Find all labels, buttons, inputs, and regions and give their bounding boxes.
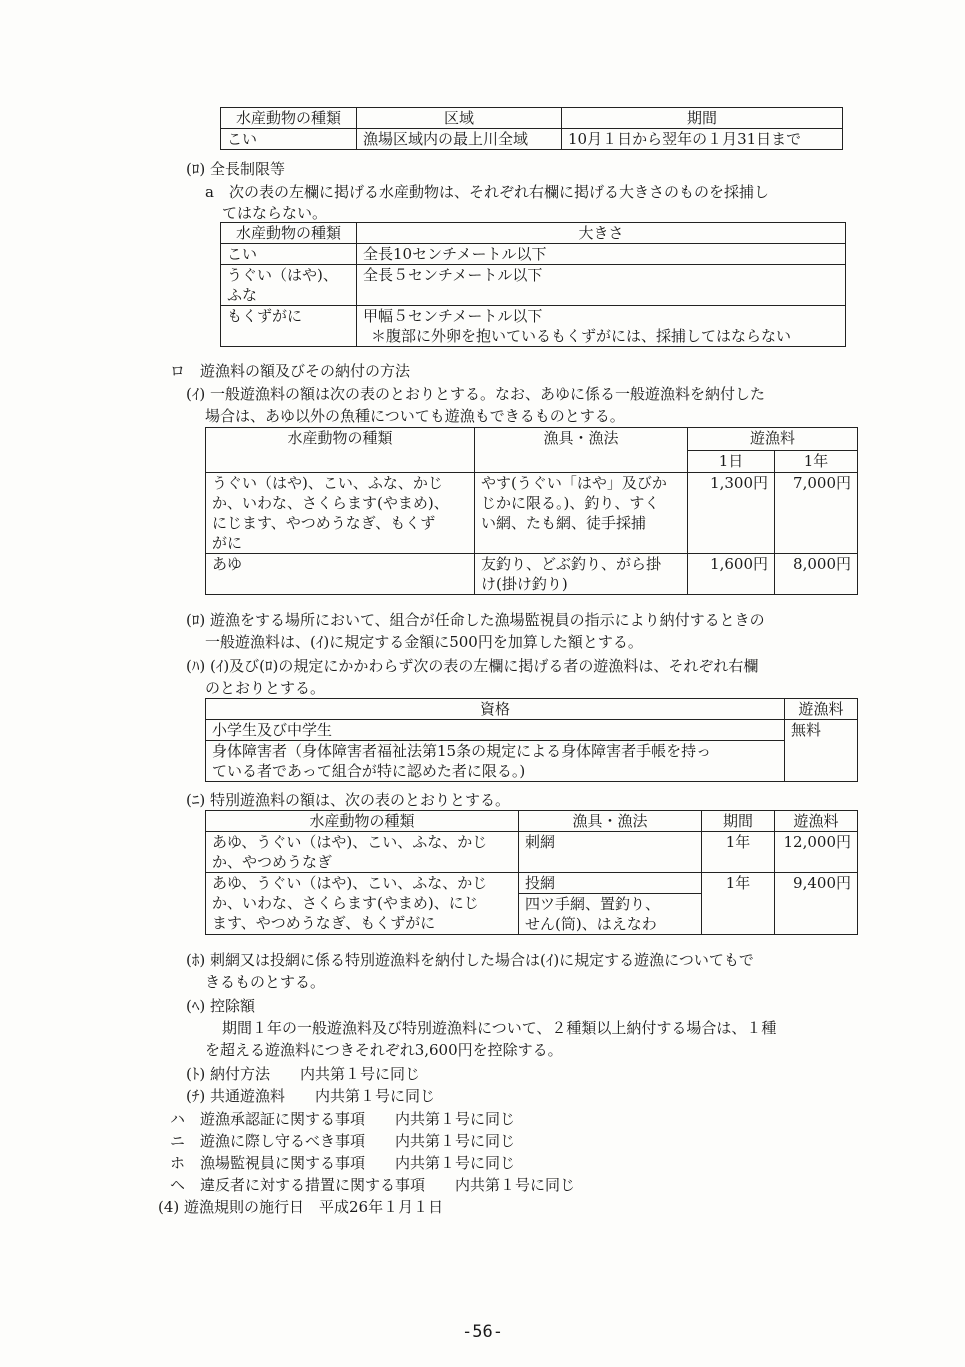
section-heading: ハ 遊漁承認証に関する事項 内共第１号に同じ	[170, 1110, 516, 1128]
paragraph-line: のとおりとする。	[205, 679, 326, 697]
table-cell: もくずがに	[221, 306, 357, 347]
paragraph-line: 場合は、あゆ以外の魚種についても遊漁もできるものとする。	[205, 407, 625, 425]
table-cell: うぐい（はや)、こい、ふな、かじ か、いわな、さくらます(やまめ)、 にじます、やつめうなぎ、もくず がに	[206, 473, 475, 554]
size-limit-table	[220, 222, 846, 347]
special-fee-table	[205, 810, 858, 935]
table-cell: 甲幅５センチメートル以下 ＊腹部に外卵を抱いているもくずがには、採捕してはならない	[357, 306, 846, 347]
table-cell: うぐい（はや)、 ふな	[221, 265, 357, 306]
page-number: -56-	[462, 1322, 503, 1342]
paragraph-line: 一般遊漁料は、(ｲ)に規定する金額に500円を加算した額とする。	[205, 633, 643, 651]
table-cell: 7,000円	[775, 473, 858, 554]
table-cell: 身体障害者（身体障害者福祉法第15条の規定による身体障害者手帳を持っ ている者であって組合が特に認めた者に限る。)	[206, 741, 785, 782]
table-cell: 全長10センチメートル以下	[357, 244, 846, 265]
table-cell: あゆ、うぐい（はや)、こい、ふな、かじ か、やつめうなぎ	[206, 832, 519, 873]
table-header: 1年	[775, 450, 858, 473]
table-header: 1日	[688, 450, 775, 473]
table-cell: 友釣り、どぶ釣り、がら掛 け(掛け釣り)	[475, 554, 688, 595]
table-cell: 投網	[519, 873, 702, 894]
paragraph-line: (ﾛ) 遊漁をする場所において、組合が任命した漁場監視員の指示により納付するときの	[186, 611, 765, 629]
table-cell: 小学生及び中学生	[206, 720, 785, 741]
paragraph-line: (ﾁ) 共通遊漁料 内共第１号に同じ	[186, 1087, 435, 1105]
paragraph-line: 期間１年の一般遊漁料及び特別遊漁料について、２種類以上納付する場合は、１種	[222, 1019, 777, 1037]
closed-season-table	[220, 107, 843, 150]
paragraph-line: a 次の表の左欄に掲げる水産動物は、それぞれ右欄に掲げる大きさのものを採捕し	[205, 183, 769, 201]
table-cell: 1年	[702, 873, 775, 935]
table-cell: 刺網	[519, 832, 702, 873]
exemption-table	[205, 698, 858, 782]
paragraph-line: (ﾄ) 納付方法 内共第１号に同じ	[186, 1065, 420, 1083]
table-cell: 1年	[702, 832, 775, 873]
paragraph-line: (ｲ) 一般遊漁料の額は次の表のとおりとする。なお、あゆに係る一般遊漁料を納付した	[186, 385, 765, 403]
table-cell: 12,000円	[775, 832, 858, 873]
table-header: 大きさ	[357, 223, 846, 244]
section-heading: (4) 遊漁規則の施行日 平成26年１月１日	[158, 1198, 444, 1216]
paragraph-line: (ﾊ) (ｲ)及び(ﾛ)の規定にかかわらず次の表の左欄に掲げる者の遊漁料は、それぞれ右欄	[186, 657, 759, 675]
table-header: 遊漁料	[785, 699, 858, 720]
table-header: 水産動物の種類	[206, 811, 519, 832]
table-header: 水産動物の種類	[206, 428, 475, 473]
table-cell: 10月１日から翌年の１月31日まで	[562, 129, 843, 150]
table-cell: 9,400円	[775, 873, 858, 935]
paragraph-line: を超える遊漁料につきそれぞれ3,600円を控除する。	[205, 1041, 563, 1059]
paragraph-line: (ﾎ) 刺網又は投網に係る特別遊漁料を納付した場合は(ｲ)に規定する遊漁についてもで	[186, 951, 754, 969]
section-heading: ニ 遊漁に際し守るべき事項 内共第１号に同じ	[170, 1132, 516, 1150]
table-header: 遊漁料	[688, 428, 858, 451]
table-header: 水産動物の種類	[221, 108, 357, 129]
table-cell: やす(うぐい「はや」及びか じかに限る。)、釣り、すく い網、たも網、徒手採捕	[475, 473, 688, 554]
section-heading: (ﾛ) 全長制限等	[186, 160, 285, 178]
table-cell: こい	[221, 244, 357, 265]
table-cell: 8,000円	[775, 554, 858, 595]
table-cell: 四ツ手網、置釣り、 せん(筒)、はえなわ	[519, 894, 702, 935]
table-header: 遊漁料	[775, 811, 858, 832]
table-cell: 全長５センチメートル以下	[357, 265, 846, 306]
paragraph-line: (ﾆ) 特別遊漁料の額は、次の表のとおりとする。	[186, 791, 510, 809]
table-header: 期間	[702, 811, 775, 832]
paragraph-line: てはならない。	[222, 204, 328, 222]
table-cell: 1,600円	[688, 554, 775, 595]
table-header: 区域	[357, 108, 562, 129]
table-cell: あゆ、うぐい（はや)、こい、ふな、かじ か、いわな、さくらます(やまめ)、にじ ます、やつめうなぎ、もくずがに	[206, 873, 519, 935]
table-header: 漁具・漁法	[519, 811, 702, 832]
section-heading: ヘ 違反者に対する措置に関する事項 内共第１号に同じ	[170, 1176, 576, 1194]
section-heading: (ﾍ) 控除額	[186, 997, 255, 1015]
paragraph-line: きるものとする。	[205, 973, 326, 991]
table-cell: 1,300円	[688, 473, 775, 554]
section-heading: ホ 漁場監視員に関する事項 内共第１号に同じ	[170, 1154, 516, 1172]
table-cell: 漁場区域内の最上川全域	[357, 129, 562, 150]
general-fee-table	[205, 427, 858, 595]
table-header: 水産動物の種類	[221, 223, 357, 244]
table-cell: 無料	[785, 720, 858, 782]
table-header: 漁具・漁法	[475, 428, 688, 473]
table-header: 期間	[562, 108, 843, 129]
table-header: 資格	[206, 699, 785, 720]
table-cell: あゆ	[206, 554, 475, 595]
table-cell: こい	[221, 129, 357, 150]
section-heading: ロ 遊漁料の額及びその納付の方法	[170, 362, 411, 380]
